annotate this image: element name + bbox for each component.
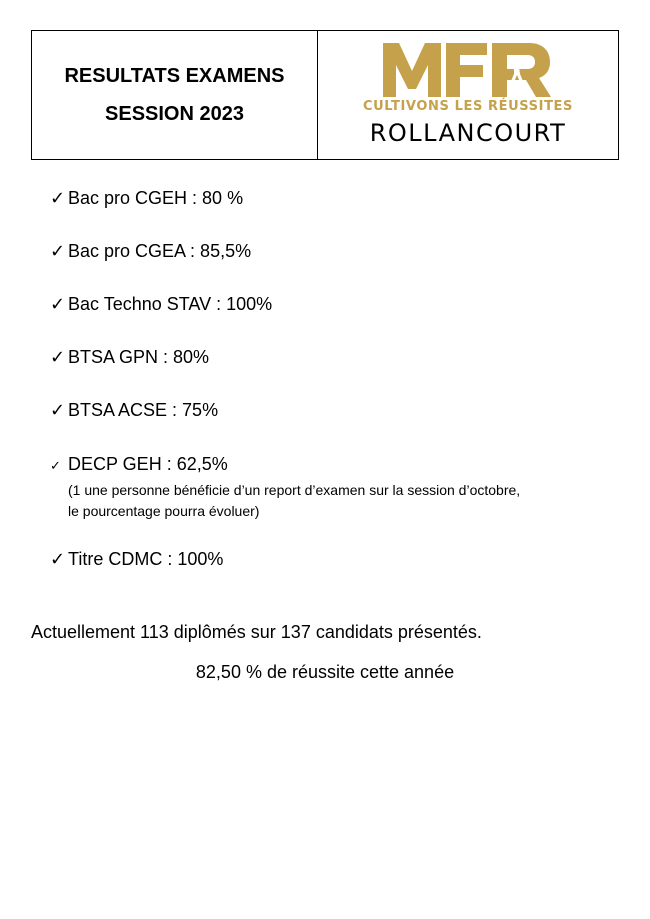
title-line-1: RESULTATS EXAMENS bbox=[64, 65, 285, 87]
logo-tagline: CULTIVONS LES RÉUSSITES bbox=[363, 99, 573, 114]
logo-city: ROLLANCOURT bbox=[369, 119, 567, 147]
checkmark-icon: ✓ bbox=[50, 347, 66, 367]
result-note-line-1: (1 une personne bénéficie d’un report d’examen sur la session d’octobre, bbox=[68, 482, 521, 498]
result-text: Titre CDMC : 100% bbox=[68, 549, 224, 569]
result-text: DECP GEH : 62,5% bbox=[68, 454, 228, 474]
result-item bbox=[50, 454, 228, 475]
summary-success-rate: 82,50 % de réussite cette année bbox=[195, 662, 455, 682]
title-line-2: SESSION 2023 bbox=[105, 103, 244, 125]
result-item bbox=[50, 549, 223, 570]
summary-candidates: Actuellement 113 diplômés sur 137 candidats présentés. bbox=[31, 622, 482, 642]
document-title bbox=[32, 31, 318, 159]
result-note-line-2: le pourcentage pourra évoluer) bbox=[68, 503, 260, 519]
result-text: Bac pro CGEH : 80 % bbox=[68, 188, 244, 208]
result-item bbox=[50, 400, 218, 421]
checkmark-icon: ✓ bbox=[50, 294, 66, 314]
result-item bbox=[50, 188, 243, 209]
checkmark-icon: ✓ bbox=[50, 188, 66, 208]
checkmark-icon: ✓ bbox=[50, 458, 61, 473]
checkmark-icon: ✓ bbox=[50, 549, 66, 569]
result-text: BTSA ACSE : 75% bbox=[68, 400, 219, 420]
header-table bbox=[31, 30, 619, 160]
result-text: Bac pro CGEA : 85,5% bbox=[68, 241, 252, 261]
result-text: Bac Techno STAV : 100% bbox=[68, 294, 273, 314]
result-text: BTSA GPN : 80% bbox=[68, 347, 210, 367]
mfr-logo-icon bbox=[383, 41, 553, 97]
result-item bbox=[50, 241, 251, 262]
result-item bbox=[50, 347, 209, 368]
result-item bbox=[50, 294, 272, 315]
checkmark-icon: ✓ bbox=[50, 400, 66, 420]
mfr-logo-block bbox=[318, 31, 618, 159]
checkmark-icon: ✓ bbox=[50, 241, 66, 261]
